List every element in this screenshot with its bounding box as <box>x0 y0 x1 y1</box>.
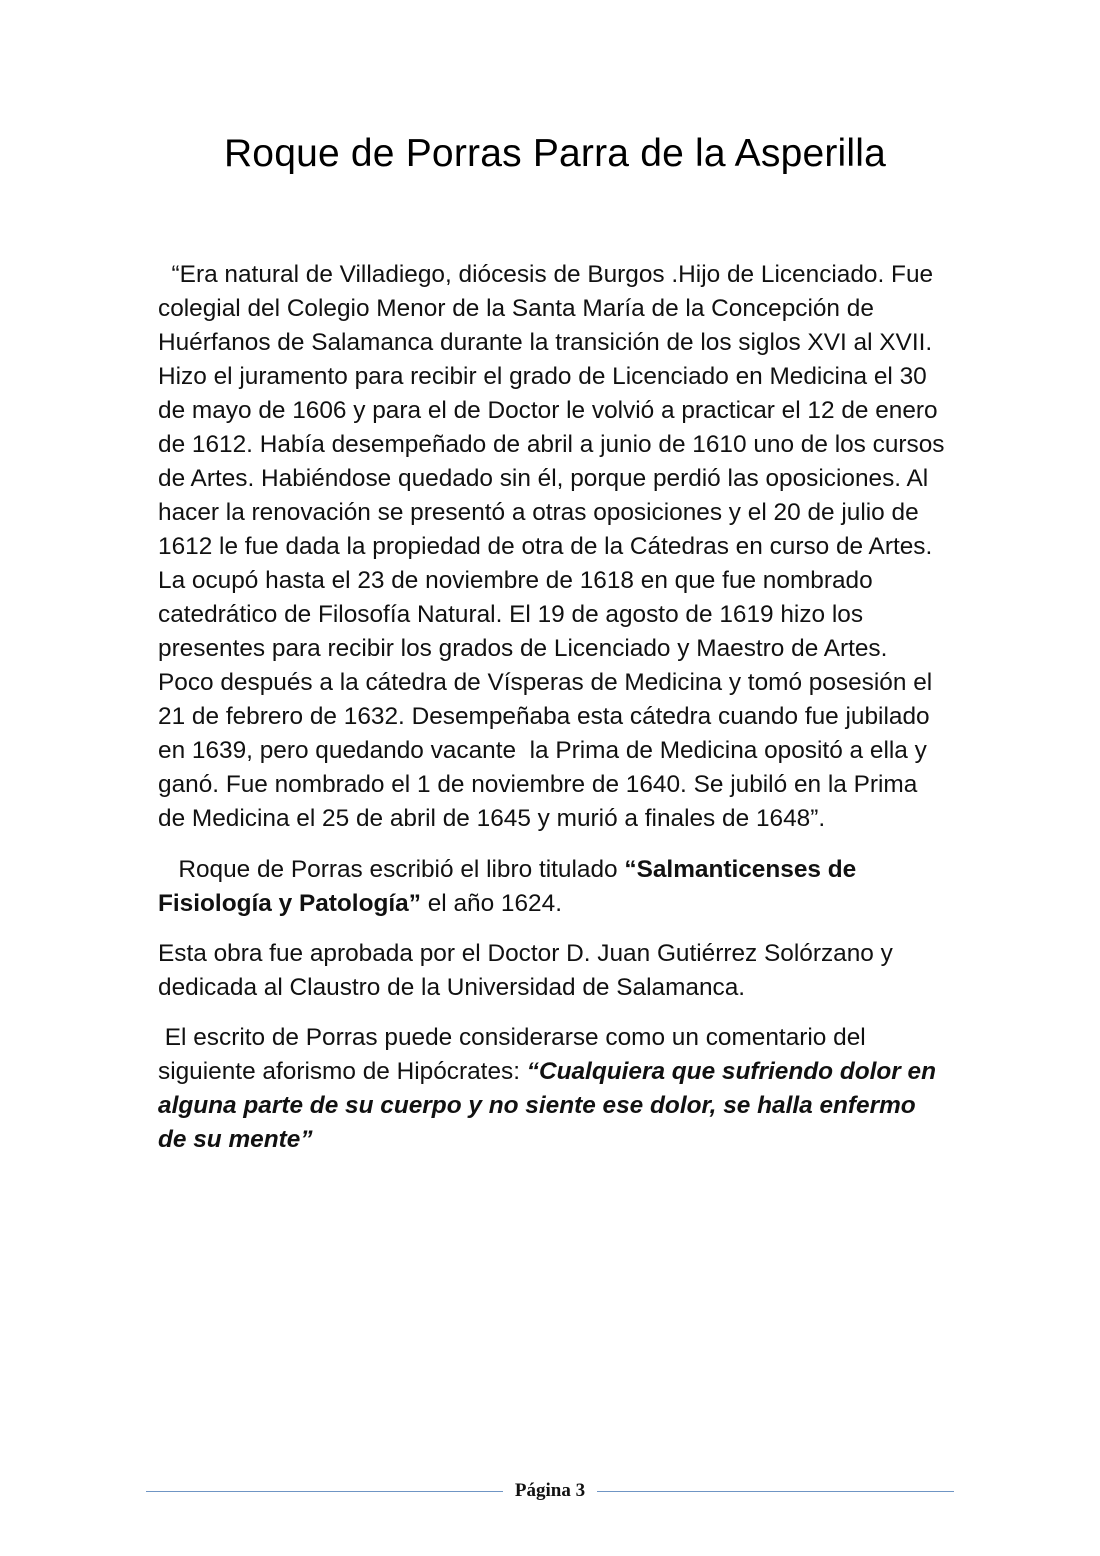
footer-rule-right <box>597 1491 954 1492</box>
page-footer <box>146 1476 954 1506</box>
approval-paragraph: Esta obra fue aprobada por el Doctor D. Juan Gutiérrez Solórzano y dedicada al Claustro de la Universidad de Salamanca. <box>158 940 893 1001</box>
aphorism-quote: “Cualquiera que sufriendo dolor en alguna parte de su cuerpo y no siente ese dolor, se halla enfermo de su mente” <box>158 1058 937 1153</box>
aphorism-lead: El escrito de Porras puede considerarse como un comentario del siguiente aforismo de Hipócrates: <box>158 1024 866 1085</box>
aphorism-paragraph <box>158 1021 948 1157</box>
biography-paragraph: “Era natural de Villadiego, diócesis de Burgos .Hijo de Licenciado. Fue colegial del Colegio Menor de la Santa María de la Concepción de Huérfanos de Salamanca durante la transición de los siglos XVI al XVII. Hizo el juramento para recibir el grado de Licenciado en Medicina el 30 de mayo de 1606 y para el de Doctor le volvió a practicar el 12 de enero de 1612. Había desempeñado de abril a junio de 1610 uno de los cursos de Artes. Habiéndose quedado sin él, porque perdió las oposiciones. Al hacer la renovación se presentó a otras oposiciones y el 20 de julio de 1612 le fue dada la propiedad de otra de la Cátedras en curso de Artes. La ocupó hasta el 23 de noviembre de 1618 en que fue nombrado catedrático de Filosofía Natural. El 19 de agosto de 1619 hizo los presentes para recibir los grados de Licenciado y Maestro de Artes. Poco después a la cátedra de Vísperas de Medicina y tomó posesión el 21 de febrero de 1632. Desempeñaba esta cátedra cuando fue jubilado en 1639, pero quedando vacante la Prima de Medicina opositó a ella y ganó. Fue nombrado el 1 de noviembre de 1640. Se jubiló en la Prima de Medicina el 25 de abril de 1645 y murió a finales de 1648”. <box>158 261 945 832</box>
page-number: Página 3 <box>514 1480 586 1501</box>
page-title: Roque de Porras Parra de la Asperilla <box>223 132 887 175</box>
footer-rule-left <box>146 1491 503 1492</box>
document-body <box>158 258 948 1173</box>
book-paragraph <box>158 853 948 921</box>
book-paragraph-tail: el año 1624. <box>420 890 562 917</box>
book-title: “Salmanticenses de Fisiología y Patología” <box>158 856 857 917</box>
book-paragraph-lead: Roque de Porras escribió el libro titulado <box>158 856 625 883</box>
